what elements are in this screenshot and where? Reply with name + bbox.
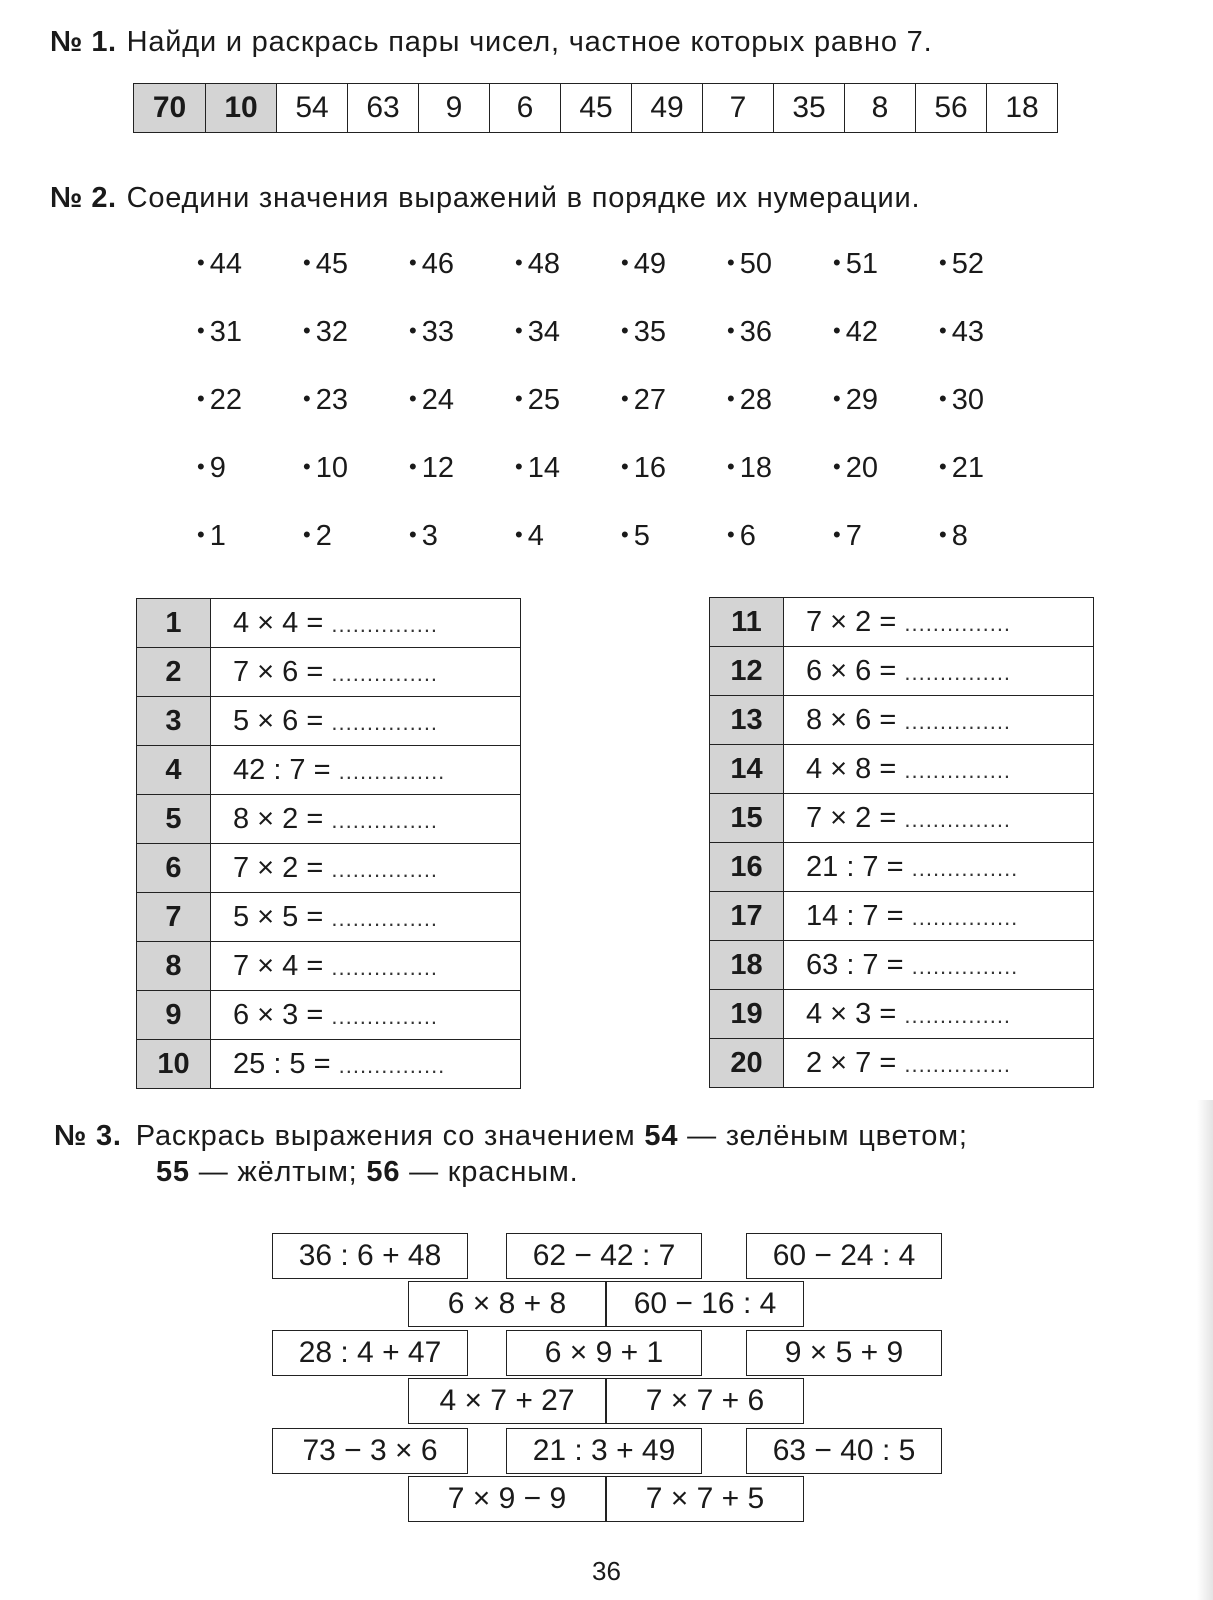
dot-label: 28 [739, 384, 772, 416]
dot-point[interactable] [409, 452, 515, 520]
bullet-icon: • [515, 386, 523, 411]
strip-cell[interactable]: 8 [844, 84, 915, 132]
dot-label: 14 [527, 452, 560, 484]
row-number: 13 [710, 696, 784, 745]
expression-cell[interactable] [211, 697, 521, 746]
bullet-icon: • [303, 522, 311, 547]
answer-blank[interactable]: ............... [331, 660, 439, 686]
table-row [137, 942, 521, 991]
table-row [710, 745, 1094, 794]
expression-text: 2 × 7 = [806, 1046, 905, 1079]
dot-point[interactable] [727, 520, 833, 588]
bullet-icon: • [939, 250, 947, 275]
expression-text: 7 × 6 = [233, 655, 332, 688]
bullet-icon: • [727, 386, 735, 411]
task-2-number: № 2. [50, 182, 117, 214]
expression-text: 7 × 2 = [233, 851, 332, 884]
answer-blank[interactable]: ............... [331, 856, 439, 882]
expression-cell[interactable] [211, 844, 521, 893]
bullet-icon: • [939, 386, 947, 411]
answer-blank[interactable]: ............... [904, 1002, 1012, 1028]
dot-point[interactable] [833, 384, 939, 452]
expression-text: 6 × 6 = [806, 654, 905, 687]
table-row [137, 795, 521, 844]
bullet-icon: • [409, 250, 417, 275]
table-row [137, 1040, 521, 1089]
expression-brick[interactable]: 6 × 8 + 8 [408, 1281, 606, 1327]
dot-point[interactable] [197, 248, 303, 316]
answer-blank[interactable]: ............... [331, 1003, 439, 1029]
dot-point[interactable] [409, 248, 515, 316]
row-number: 5 [137, 795, 211, 844]
bullet-icon: • [939, 454, 947, 479]
expression-text: 42 : 7 = [233, 753, 339, 786]
task-2-dot-grid [197, 248, 1045, 588]
dot-label: 10 [315, 452, 348, 484]
dot-point[interactable] [303, 520, 409, 588]
answer-blank[interactable]: ............... [904, 1051, 1012, 1077]
task-3-value-54: 54 [644, 1120, 679, 1152]
expression-cell[interactable] [784, 1039, 1094, 1088]
table-row [710, 647, 1094, 696]
bullet-icon: • [409, 386, 417, 411]
bullet-icon: • [833, 318, 841, 343]
dot-point[interactable] [197, 452, 303, 520]
dot-label: 36 [739, 316, 772, 348]
table-row [137, 697, 521, 746]
bullet-icon: • [727, 318, 735, 343]
table-row [710, 598, 1094, 647]
row-number: 8 [137, 942, 211, 991]
expression-text: 5 × 6 = [233, 704, 332, 737]
dot-label: 48 [527, 248, 560, 280]
dot-label: 42 [845, 316, 878, 348]
dot-point[interactable] [409, 316, 515, 384]
dot-point[interactable] [409, 384, 515, 452]
task-2-left-table [136, 598, 521, 1089]
bullet-icon: • [939, 318, 947, 343]
answer-blank[interactable]: ............... [331, 905, 439, 931]
bullet-icon: • [727, 522, 735, 547]
dot-label: 27 [633, 384, 666, 416]
dot-label: 29 [845, 384, 878, 416]
expression-brick[interactable]: 28 : 4 + 47 [272, 1330, 468, 1376]
row-number: 15 [710, 794, 784, 843]
row-number: 3 [137, 697, 211, 746]
bullet-icon: • [621, 386, 629, 411]
row-number: 19 [710, 990, 784, 1039]
expression-cell[interactable] [784, 647, 1094, 696]
expression-brick[interactable]: 60 − 24 : 4 [746, 1233, 942, 1279]
dot-label: 1 [209, 520, 226, 552]
bullet-icon: • [515, 522, 523, 547]
bullet-icon: • [409, 318, 417, 343]
dot-point[interactable] [621, 384, 727, 452]
dot-label: 16 [633, 452, 666, 484]
task-3-number: № 3. [54, 1120, 122, 1152]
task-1-number-strip [133, 83, 1058, 133]
dot-point[interactable] [727, 384, 833, 452]
expression-cell[interactable] [784, 941, 1094, 990]
dot-label: 35 [633, 316, 666, 348]
expression-text: 6 × 3 = [233, 998, 332, 1031]
expression-text: 8 × 6 = [806, 703, 905, 736]
row-number: 16 [710, 843, 784, 892]
expression-brick[interactable]: 7 × 7 + 5 [606, 1476, 804, 1522]
dot-label: 32 [315, 316, 348, 348]
page-number: 36 [592, 1556, 621, 1586]
strip-cell[interactable]: 9 [418, 84, 489, 132]
dot-point[interactable] [939, 452, 1045, 520]
expression-cell[interactable] [784, 696, 1094, 745]
answer-blank[interactable]: ............... [338, 1052, 446, 1078]
dot-point[interactable] [727, 316, 833, 384]
row-number: 6 [137, 844, 211, 893]
bullet-icon: • [939, 522, 947, 547]
expression-text: 7 × 4 = [233, 949, 332, 982]
row-number: 14 [710, 745, 784, 794]
bullet-icon: • [515, 250, 523, 275]
dot-point[interactable] [621, 316, 727, 384]
dot-label: 34 [527, 316, 560, 348]
dot-point[interactable] [833, 452, 939, 520]
dot-point[interactable] [197, 316, 303, 384]
table-row [710, 990, 1094, 1039]
expression-text: 63 : 7 = [806, 948, 912, 981]
dot-label: 45 [315, 248, 348, 280]
dot-point[interactable] [727, 248, 833, 316]
expression-cell[interactable] [211, 893, 521, 942]
bullet-icon: • [303, 454, 311, 479]
strip-cell[interactable]: 63 [347, 84, 418, 132]
bullet-icon: • [621, 522, 629, 547]
bullet-icon: • [409, 522, 417, 547]
expression-cell[interactable] [211, 942, 521, 991]
bullet-icon: • [621, 454, 629, 479]
dot-label: 20 [845, 452, 878, 484]
dot-row [197, 452, 1045, 520]
dot-point[interactable] [303, 316, 409, 384]
expression-text: 14 : 7 = [806, 899, 912, 932]
dot-point[interactable] [515, 520, 621, 588]
dot-label: 4 [527, 520, 544, 552]
strip-cell[interactable]: 49 [631, 84, 702, 132]
answer-blank[interactable]: ............... [331, 709, 439, 735]
dot-label: 8 [951, 520, 968, 552]
dot-point[interactable] [939, 384, 1045, 452]
answer-blank[interactable]: ............... [331, 611, 439, 637]
row-number: 10 [137, 1040, 211, 1089]
dot-point[interactable] [515, 452, 621, 520]
dot-label: 9 [209, 452, 226, 484]
expression-text: 4 × 8 = [806, 752, 905, 785]
row-number: 12 [710, 647, 784, 696]
bullet-icon: • [197, 318, 205, 343]
table-row [710, 892, 1094, 941]
dot-point[interactable] [727, 452, 833, 520]
dot-label: 6 [739, 520, 756, 552]
strip-cell[interactable]: 10 [205, 84, 276, 132]
bullet-icon: • [197, 250, 205, 275]
expression-brick[interactable]: 7 × 7 + 6 [606, 1378, 804, 1424]
dot-label: 3 [421, 520, 438, 552]
table-row [710, 1039, 1094, 1088]
dot-point[interactable] [197, 520, 303, 588]
dot-point[interactable] [197, 384, 303, 452]
bullet-icon: • [727, 250, 735, 275]
bullet-icon: • [515, 454, 523, 479]
table-row [137, 893, 521, 942]
dot-label: 23 [315, 384, 348, 416]
dot-point[interactable] [939, 248, 1045, 316]
dot-point[interactable] [515, 316, 621, 384]
dot-label: 22 [209, 384, 242, 416]
dot-label: 5 [633, 520, 650, 552]
strip-cell[interactable]: 54 [276, 84, 347, 132]
table-row [710, 843, 1094, 892]
dot-label: 44 [209, 248, 242, 280]
dot-row [197, 316, 1045, 384]
expression-brick[interactable]: 73 − 3 × 6 [272, 1428, 468, 1474]
bullet-icon: • [197, 386, 205, 411]
task-1-number: № 1. [50, 26, 117, 58]
task-3-text-1: Раскрась выражения со значением [135, 1120, 645, 1152]
dot-point[interactable] [303, 384, 409, 452]
dot-label: 2 [315, 520, 332, 552]
expression-text: 7 × 2 = [806, 605, 905, 638]
table-row [710, 696, 1094, 745]
dot-row [197, 248, 1045, 316]
expression-text: 4 × 4 = [233, 606, 332, 639]
table-row [137, 991, 521, 1040]
bullet-icon: • [303, 386, 311, 411]
table-row [137, 599, 521, 648]
task-3-title [54, 1118, 1162, 1190]
expression-cell[interactable] [784, 990, 1094, 1039]
dot-label: 24 [421, 384, 454, 416]
row-number: 7 [137, 893, 211, 942]
expression-brick[interactable]: 60 − 16 : 4 [606, 1281, 804, 1327]
expression-cell[interactable] [211, 1040, 521, 1089]
expression-cell[interactable] [211, 795, 521, 844]
dot-point[interactable] [409, 520, 515, 588]
task-3-text-3: — жёлтым; [189, 1156, 367, 1188]
strip-cell[interactable]: 70 [134, 84, 205, 132]
strip-cell[interactable]: 45 [560, 84, 631, 132]
row-number: 11 [710, 598, 784, 647]
task-2-right-table [709, 597, 1094, 1088]
table-row [137, 844, 521, 893]
row-number: 9 [137, 991, 211, 1040]
bullet-icon: • [727, 454, 735, 479]
dot-label: 43 [951, 316, 984, 348]
strip-cell[interactable]: 6 [489, 84, 560, 132]
expression-cell[interactable] [211, 599, 521, 648]
dot-point[interactable] [833, 520, 939, 588]
dot-label: 51 [845, 248, 878, 280]
bullet-icon: • [197, 522, 205, 547]
row-number: 18 [710, 941, 784, 990]
dot-label: 30 [951, 384, 984, 416]
expression-text: 25 : 5 = [233, 1047, 339, 1080]
task-3-text-4: — красным. [400, 1156, 579, 1188]
table-row [710, 941, 1094, 990]
dot-label: 52 [951, 248, 984, 280]
expression-cell[interactable] [211, 991, 521, 1040]
answer-blank[interactable]: ............... [331, 807, 439, 833]
row-number: 17 [710, 892, 784, 941]
expression-brick[interactable]: 21 : 3 + 49 [506, 1428, 702, 1474]
dot-row [197, 520, 1045, 588]
strip-cell[interactable]: 18 [986, 84, 1057, 132]
dot-point[interactable] [621, 248, 727, 316]
expression-brick[interactable]: 6 × 9 + 1 [506, 1330, 702, 1376]
expression-text: 21 : 7 = [806, 850, 912, 883]
strip-cell[interactable]: 35 [773, 84, 844, 132]
dot-label: 50 [739, 248, 772, 280]
strip-cell[interactable]: 7 [702, 84, 773, 132]
row-number: 1 [137, 599, 211, 648]
row-number: 20 [710, 1039, 784, 1088]
dot-point[interactable] [621, 452, 727, 520]
bullet-icon: • [833, 522, 841, 547]
bullet-icon: • [833, 250, 841, 275]
dot-label: 21 [951, 452, 984, 484]
expression-text: 4 × 3 = [806, 997, 905, 1030]
dot-label: 49 [633, 248, 666, 280]
task-3-value-56: 56 [366, 1156, 401, 1188]
dot-point[interactable] [303, 248, 409, 316]
expression-cell[interactable] [211, 746, 521, 795]
dot-point[interactable] [833, 316, 939, 384]
dot-label: 18 [739, 452, 772, 484]
answer-blank[interactable]: ............... [911, 855, 1019, 881]
row-number: 4 [137, 746, 211, 795]
dot-point[interactable] [515, 384, 621, 452]
expression-brick[interactable]: 63 − 40 : 5 [746, 1428, 942, 1474]
bullet-icon: • [303, 318, 311, 343]
dot-label: 46 [421, 248, 454, 280]
expression-cell[interactable] [211, 648, 521, 697]
expression-brick[interactable]: 9 × 5 + 9 [746, 1330, 942, 1376]
bullet-icon: • [833, 386, 841, 411]
answer-blank[interactable]: ............... [904, 610, 1012, 636]
expression-brick[interactable]: 62 − 42 : 7 [506, 1233, 702, 1279]
expression-cell[interactable] [784, 745, 1094, 794]
table-row [137, 648, 521, 697]
table-row [137, 746, 521, 795]
expression-cell[interactable] [784, 598, 1094, 647]
table-row [710, 794, 1094, 843]
dot-point[interactable] [939, 316, 1045, 384]
dot-label: 7 [845, 520, 862, 552]
answer-blank[interactable]: ............... [911, 904, 1019, 930]
bullet-icon: • [621, 250, 629, 275]
expression-text: 5 × 5 = [233, 900, 332, 933]
task-1-title [50, 26, 932, 59]
task-3-text-2: — зелёным цветом; [678, 1120, 968, 1152]
expression-cell[interactable] [784, 892, 1094, 941]
row-number: 2 [137, 648, 211, 697]
answer-blank[interactable]: ............... [904, 806, 1012, 832]
expression-text: 7 × 2 = [806, 801, 905, 834]
dot-point[interactable] [833, 248, 939, 316]
expression-brick[interactable]: 7 × 9 − 9 [408, 1476, 606, 1522]
answer-blank[interactable]: ............... [904, 708, 1012, 734]
page-edge-shadow [1197, 1100, 1213, 1600]
strip-cell[interactable]: 56 [915, 84, 986, 132]
answer-blank[interactable]: ............... [904, 659, 1012, 685]
bullet-icon: • [515, 318, 523, 343]
answer-blank[interactable]: ............... [338, 758, 446, 784]
answer-blank[interactable]: ............... [904, 757, 1012, 783]
dot-point[interactable] [621, 520, 727, 588]
task-2-title [50, 182, 920, 215]
dot-point[interactable] [939, 520, 1045, 588]
bullet-icon: • [303, 250, 311, 275]
dot-point[interactable] [515, 248, 621, 316]
expression-cell[interactable] [784, 843, 1094, 892]
bullet-icon: • [833, 454, 841, 479]
answer-blank[interactable]: ............... [331, 954, 439, 980]
dot-label: 25 [527, 384, 560, 416]
task-1-text: Найди и раскрась пары чисел, частное которых равно 7. [126, 26, 933, 58]
expression-brick[interactable]: 36 : 6 + 48 [272, 1233, 468, 1279]
dot-label: 31 [209, 316, 242, 348]
expression-cell[interactable] [784, 794, 1094, 843]
task-3-value-55: 55 [156, 1156, 190, 1188]
bullet-icon: • [409, 454, 417, 479]
expression-text: 8 × 2 = [233, 802, 332, 835]
dot-label: 12 [421, 452, 454, 484]
answer-blank[interactable]: ............... [911, 953, 1019, 979]
dot-point[interactable] [303, 452, 409, 520]
dot-label: 33 [421, 316, 454, 348]
dot-row [197, 384, 1045, 452]
expression-brick[interactable]: 4 × 7 + 27 [408, 1378, 606, 1424]
bullet-icon: • [621, 318, 629, 343]
task-2-text: Соедини значения выражений в порядке их нумерации. [126, 182, 921, 214]
bullet-icon: • [197, 454, 205, 479]
